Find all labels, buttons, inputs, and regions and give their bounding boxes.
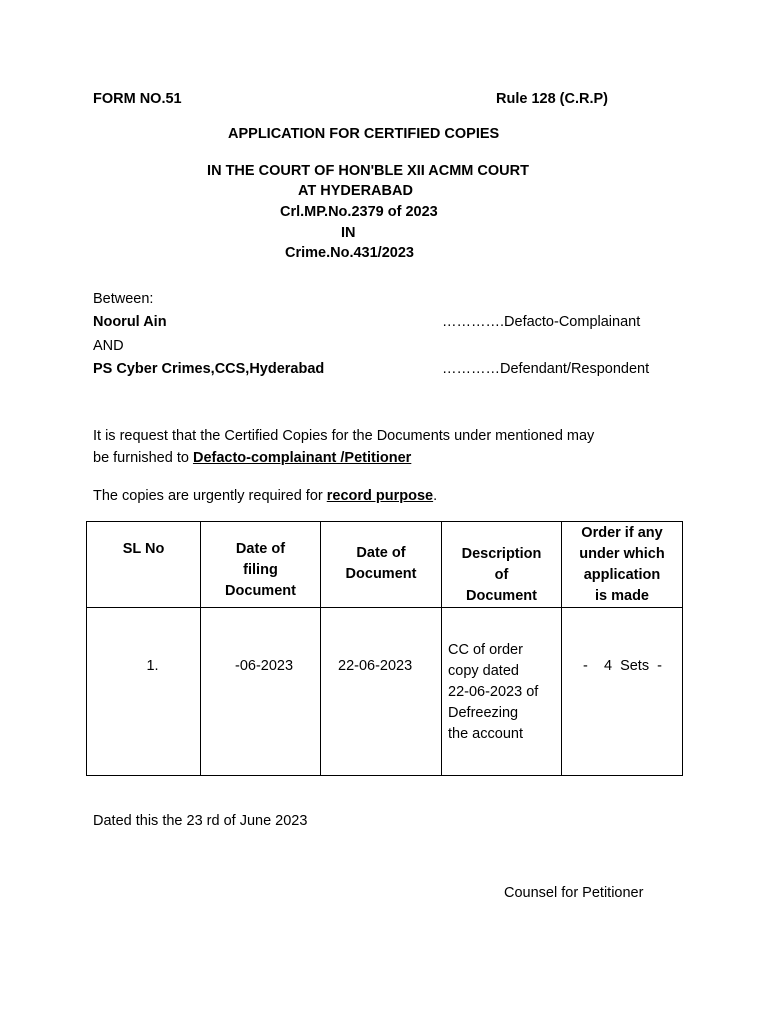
- document-title: APPLICATION FOR CERTIFIED COPIES: [228, 126, 500, 142]
- signature-label: Counsel for Petitioner: [504, 885, 644, 901]
- in-label: IN: [341, 225, 356, 241]
- rule-reference: Rule 128 (C.R.P): [496, 91, 608, 107]
- request-line-1: It is request that the Certified Copies for the Documents under mentioned may: [93, 428, 595, 444]
- respondent-name: PS Cyber Crimes,CCS,Hyderabad: [93, 361, 325, 377]
- cell-description: CC of order copy dated 22-06-2023 of Defreezing the account: [442, 608, 562, 776]
- respondent-role: …………Defendant/Respondent: [442, 361, 650, 377]
- header-sl-no: SL No: [87, 522, 201, 608]
- header-date-of-document: Date of Document: [321, 522, 442, 608]
- request-line-2-prefix: be furnished to: [93, 450, 193, 466]
- header-description: Description of Document: [442, 522, 562, 608]
- table-row: [87, 608, 683, 776]
- table-header-row: [87, 522, 683, 608]
- documents-table: [86, 521, 683, 776]
- case-number: Crl.MP.No.2379 of 2023: [280, 204, 438, 220]
- purpose-prefix: The copies are urgently required for: [93, 488, 327, 504]
- request-paragraph: [93, 425, 693, 469]
- purpose-value: record purpose: [326, 488, 434, 504]
- court-location: AT HYDERABAD: [298, 183, 413, 199]
- court-name: IN THE COURT OF HON'BLE XII ACMM COURT: [207, 163, 529, 179]
- header-date-of-filing: Date of filing Document: [201, 522, 321, 608]
- requesting-party: Defacto-complainant /Petitioner: [192, 450, 412, 466]
- complainant-role: ………….Defacto-Complainant: [442, 314, 641, 330]
- header-order: Order if any under which application is made: [562, 522, 683, 608]
- complainant-name: Noorul Ain: [93, 314, 167, 330]
- cell-date-filing: -06-2023: [201, 608, 321, 776]
- between-label: Between:: [93, 291, 154, 307]
- dated-line: Dated this the 23 rd of June 2023: [93, 813, 308, 829]
- cell-order: - 4 Sets -: [562, 608, 683, 776]
- and-label: AND: [93, 338, 124, 354]
- purpose-suffix: .: [433, 488, 438, 504]
- crime-number: Crime.No.431/2023: [285, 245, 414, 261]
- form-number: FORM NO.51: [93, 91, 182, 107]
- cell-sl-no: 1.: [87, 608, 201, 776]
- cell-date-document: 22-06-2023: [321, 608, 442, 776]
- purpose-paragraph: [93, 485, 693, 507]
